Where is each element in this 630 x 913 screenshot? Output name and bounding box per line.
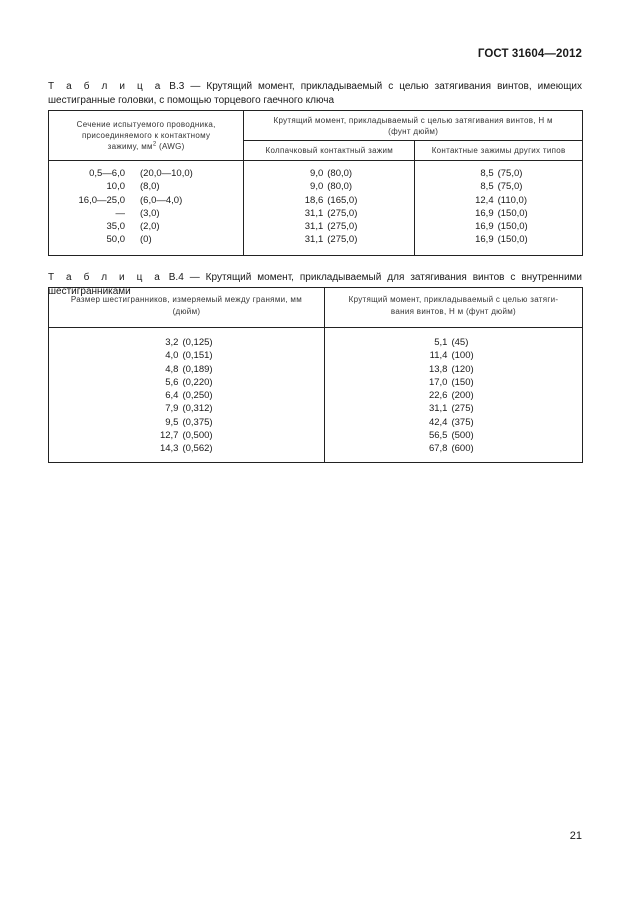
table-cell (325, 402, 582, 415)
torque-lbin: (165,0) (327, 194, 358, 206)
table-b4-col2-header-line2: вания винтов, Н м (фунт дюйм) (390, 307, 517, 316)
table-row (49, 402, 324, 415)
table-b4-col1-header-line2: (дюйм) (172, 307, 201, 316)
torque-lbin: (100) (451, 350, 474, 362)
torque-lbin: (600) (451, 443, 474, 455)
table-b3-group-header-line2: (фунт дюйм) (388, 127, 439, 136)
table-cell (415, 233, 582, 246)
table-cell (325, 442, 582, 455)
torque-value: 13,8 (428, 363, 448, 375)
size-inch: (0,375) (182, 416, 213, 428)
torque-lbin: (375) (451, 416, 474, 428)
table-cell (325, 416, 582, 429)
table-cell (325, 349, 582, 362)
torque-lbin: (75,0) (497, 181, 523, 193)
size-mm: 14,3 (159, 443, 179, 455)
section-value: 50,0 (106, 234, 125, 246)
table-cell (244, 207, 414, 220)
table-b3-col1-body (49, 161, 244, 256)
table-row (49, 207, 243, 220)
table-b4-col2-body (324, 328, 582, 463)
table-cell (244, 180, 414, 193)
awg-value: (20,0—10,0) (140, 168, 193, 179)
torque-value: 42,4 (428, 416, 448, 428)
table-row (49, 429, 324, 442)
torque-lbin: (275,0) (327, 221, 358, 233)
page-number: 21 (569, 830, 582, 842)
table-cell (244, 220, 414, 233)
table-cell (415, 180, 582, 193)
size-mm: 7,9 (165, 403, 179, 415)
torque-value: 16,9 (475, 234, 494, 246)
table-b4-col1-header-line1: Размер шестигранников, измеряемый между гранями, мм (70, 295, 303, 304)
size-inch: (0,220) (182, 376, 213, 388)
torque-value: 5,1 (434, 337, 448, 348)
table-b3-title: — Крутящий момент, прикладываемый с целью затягивания винтов, имеющих шестигранные головки, с помощью торцевого гаечного ключа (48, 81, 583, 106)
table-cell (415, 167, 582, 180)
table-b3-col1-header (49, 111, 244, 161)
torque-lbin: (150) (451, 376, 474, 388)
table-b4-title: — Крутящий момент, прикладываемый для затягивания винтов с внутренними шестигранниками (48, 272, 582, 297)
table-cell (415, 207, 582, 220)
torque-value: 67,8 (428, 443, 448, 455)
document-standard-number: ГОСТ 31604—2012 (477, 48, 582, 60)
table-row (49, 389, 324, 402)
table-b3-col2-body (244, 161, 415, 256)
table-row (49, 349, 324, 362)
table-cell (325, 389, 582, 402)
size-mm: 5,6 (165, 376, 179, 388)
size-inch: (0,189) (182, 363, 213, 375)
torque-lbin: (150,0) (497, 221, 528, 233)
torque-value: 8,5 (480, 168, 494, 179)
section-value: 35,0 (106, 221, 125, 233)
torque-value: 8,5 (480, 181, 494, 193)
table-row (49, 363, 324, 376)
torque-value: 9,0 (310, 168, 324, 179)
section-value: — (115, 207, 125, 219)
awg-value: (2,0) (140, 221, 160, 233)
table-row (49, 416, 324, 429)
size-inch: (0,312) (182, 403, 213, 415)
section-value: 10,0 (106, 181, 125, 193)
size-mm: 4,8 (165, 363, 179, 375)
torque-value: 22,6 (428, 390, 448, 402)
torque-value: 31,1 (304, 207, 324, 219)
table-cell (415, 220, 582, 233)
torque-lbin: (275,0) (327, 234, 358, 246)
torque-lbin: (150,0) (497, 234, 528, 246)
table-b4-number: В.4 (168, 272, 184, 283)
torque-lbin: (275) (451, 403, 474, 415)
torque-lbin: (110,0) (497, 194, 528, 206)
size-inch: (0,562) (182, 443, 213, 455)
torque-lbin: (80,0) (327, 168, 353, 179)
torque-lbin: (75,0) (497, 168, 523, 179)
torque-lbin: (200) (451, 390, 474, 402)
section-value: 0,5—6,0 (89, 168, 125, 179)
torque-value: 17,0 (428, 376, 448, 388)
table-b4-label: Т а б л и ц а (48, 272, 163, 283)
table-b3-col3-body (415, 161, 583, 256)
awg-value: (0) (140, 234, 152, 246)
torque-value: 9,0 (310, 181, 324, 193)
torque-lbin: (275,0) (327, 207, 358, 219)
table-cell (244, 233, 414, 246)
table-cell (244, 167, 414, 180)
table-b3-group-header-line1: Крутящий момент, прикладываемый с целью затягивания винтов, Н м (273, 116, 553, 125)
awg-value: (8,0) (140, 181, 160, 193)
table-b3-col1-header-line3b: (AWG) (156, 142, 185, 151)
awg-value: (3,0) (140, 207, 160, 219)
table-cell (325, 376, 582, 389)
table-row (49, 194, 243, 207)
torque-value: 12,4 (475, 194, 494, 206)
table-row (49, 233, 243, 246)
table-cell (325, 336, 582, 349)
torque-value: 31,1 (304, 221, 324, 233)
table-b3-col3-header: Контактные зажимы других типов (415, 141, 583, 161)
size-inch: (0,500) (182, 430, 213, 442)
table-row (49, 376, 324, 389)
torque-value: 31,1 (428, 403, 448, 415)
table-b3-col1-header-sup: 2 (152, 141, 157, 148)
torque-value: 11,4 (429, 350, 448, 362)
size-mm: 3,2 (165, 337, 179, 348)
table-row (49, 442, 324, 455)
table-b4-col1-body (49, 328, 325, 463)
torque-lbin: (80,0) (327, 181, 353, 193)
table-cell (244, 194, 414, 207)
table-b4-col1-header (49, 288, 325, 328)
table-b4 (48, 287, 583, 463)
torque-value: 18,6 (304, 194, 324, 206)
size-inch: (0,151) (182, 350, 213, 362)
torque-lbin: (500) (451, 430, 474, 442)
torque-value: 56,5 (428, 430, 448, 442)
table-b4-col2-header-line1: Крутящий момент, прикладываемый с целью затяги- (348, 295, 559, 304)
table-cell (325, 429, 582, 442)
table-cell (325, 363, 582, 376)
table-cell (415, 194, 582, 207)
table-row (49, 180, 243, 193)
table-b3-label: Т а б л и ц а (48, 81, 164, 92)
table-b3-col1-header-line2: присоединяемого к контактному (81, 131, 211, 140)
torque-value: 16,9 (475, 221, 494, 233)
torque-lbin: (45) (451, 337, 469, 348)
table-b3-col1-header-line1: Сечение испытуемого проводника, (76, 120, 216, 129)
size-inch: (0,125) (182, 337, 213, 348)
table-b4-col2-header (324, 288, 582, 328)
table-row (49, 167, 243, 180)
table-row (49, 336, 324, 349)
size-mm: 4,0 (165, 350, 179, 362)
torque-lbin: (150,0) (497, 207, 528, 219)
table-b3 (48, 110, 583, 256)
table-b3-col2-header: Колпачковый контактный зажим (244, 141, 415, 161)
table-row (49, 220, 243, 233)
torque-value: 31,1 (304, 234, 324, 246)
table-b3-group-header (244, 111, 583, 141)
table-b3-caption (48, 80, 582, 107)
torque-lbin: (120) (451, 363, 474, 375)
size-mm: 9,5 (165, 416, 179, 428)
torque-value: 16,9 (475, 207, 494, 219)
table-b3-col1-header-line3a: зажиму, мм (107, 142, 153, 151)
table-b3-col1-header-line3 (53, 141, 239, 152)
section-value: 16,0—25,0 (78, 194, 125, 206)
awg-value: (6,0—4,0) (140, 194, 183, 206)
table-b3-number: В.3 (169, 81, 185, 92)
size-inch: (0,250) (182, 390, 213, 402)
size-mm: 6,4 (165, 390, 179, 402)
size-mm: 12,7 (159, 430, 179, 442)
